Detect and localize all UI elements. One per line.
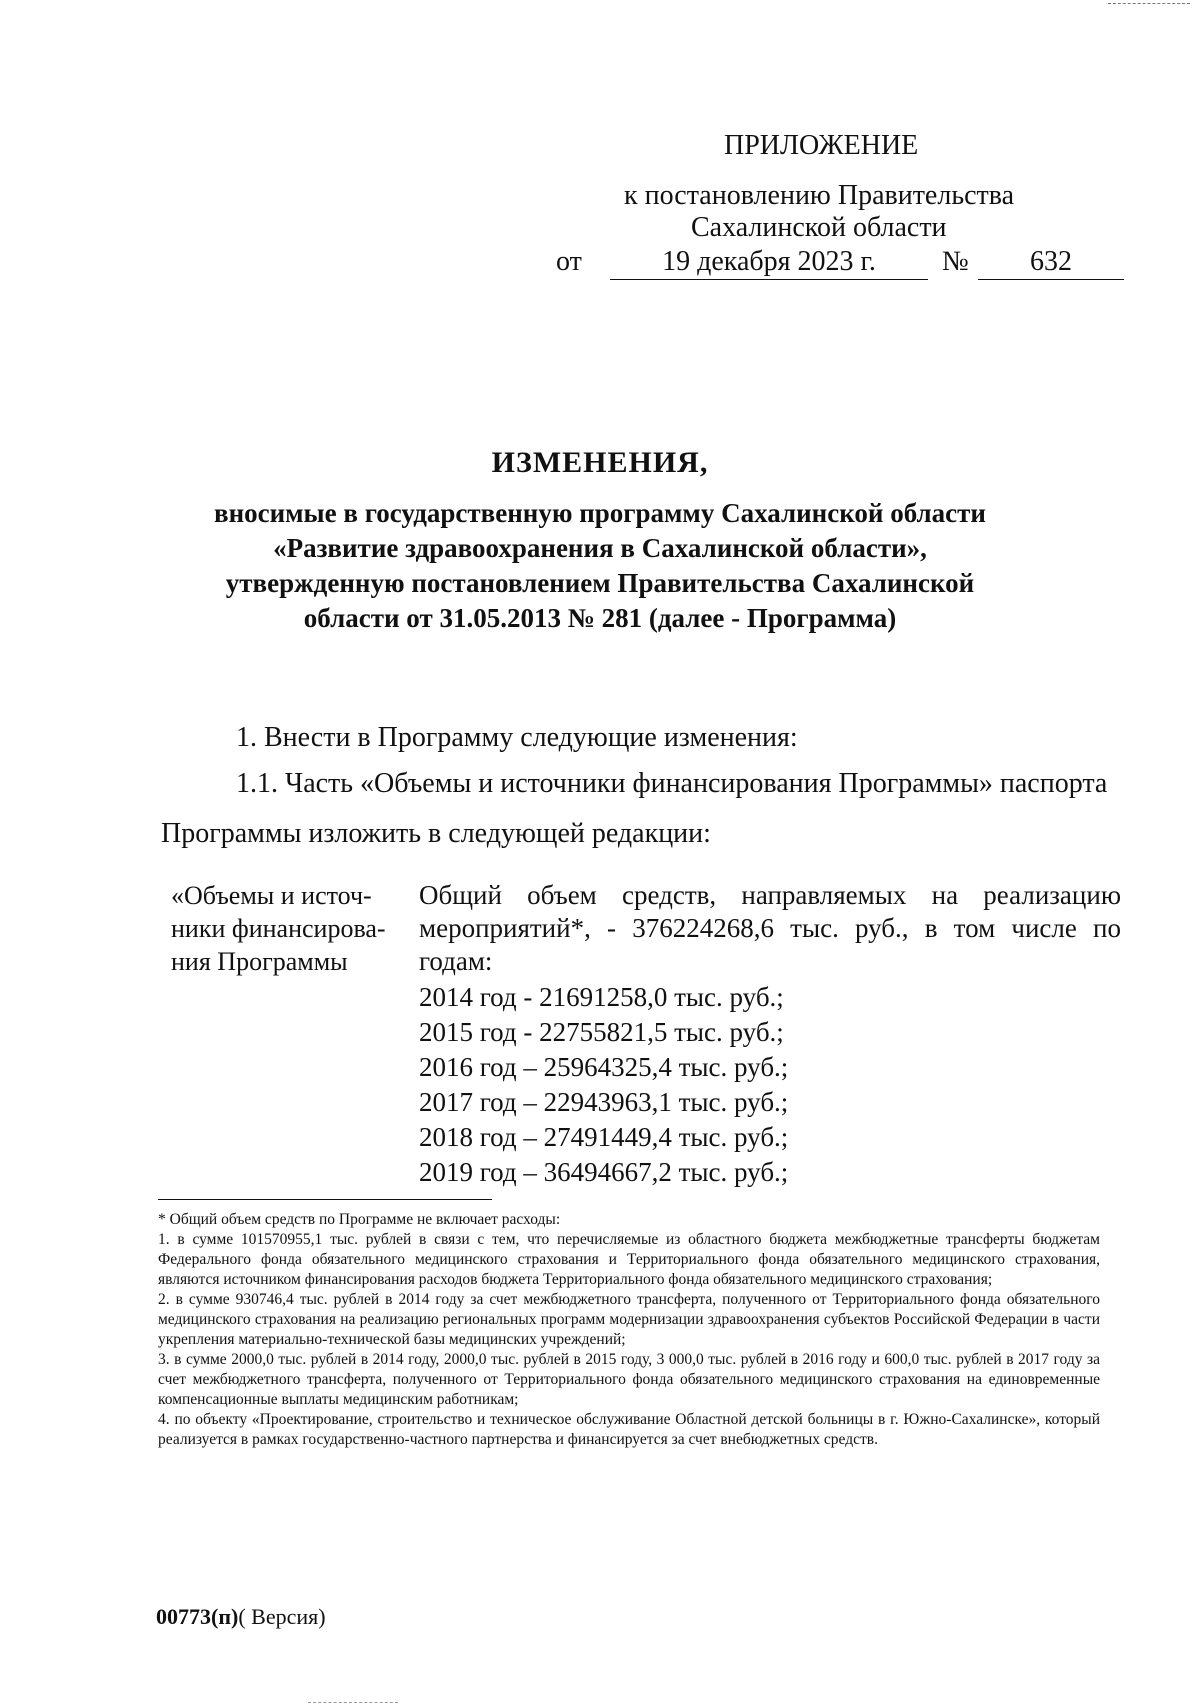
document-title-block — [140, 446, 1060, 636]
resolution-date: 19 декабря 2023 г. — [610, 246, 928, 280]
document-version: ( Версия) — [238, 1604, 326, 1629]
footnote-item: 4. по объекту «Проектирование, строительство и техническое обслуживание Областной детской больницы в г. Южно-Сахалинске», который реализуется в рамках государственно-частного партнерства и финансируется за счет внебюджетных средств. — [158, 1411, 1100, 1448]
funding-table-content — [419, 879, 1121, 1190]
document-subtitle — [140, 496, 1060, 636]
footnote-item: 1. в сумме 101570955,1 тыс. рублей в связи с тем, что перечисляемые из областного бюджета межбюджетные трансферты бюджетам Федерального фонда обязательного медицинского страхования и Территориального фонда обязательного медицинского страхования, являются источником финансирования расходов бюджета Территориального фонда обязательного медицинского страхования; — [158, 1231, 1100, 1288]
funding-year-item: 2017 год – 22943963,1 тыс. руб.; — [419, 1087, 789, 1117]
from-label: от — [556, 246, 582, 277]
appendix-region-line: Сахалинской области — [691, 212, 947, 243]
document-title: ИЗМЕНЕНИЯ, — [491, 446, 709, 479]
body-paragraph-3: Программы изложить в следующей редакции: — [161, 818, 711, 849]
funding-year-item: 2016 год – 25964325,4 тыс. руб.; — [419, 1052, 789, 1082]
footnote-item: 2. в сумме 930746,4 тыс. рублей в 2014 году за счет межбюджетного трансферта, полученного от Территориального фонда обязательного медицинского страхования на реализацию региональных программ модернизации здравоохранения субъектов Российской Федерации в части укрепления материально-технической базы медицинских учреждений; — [158, 1291, 1100, 1348]
appendix-resolution-line: к постановлению Правительства — [624, 180, 1015, 211]
footnote-item: * Общий объем средств по Программе не включает расходы: — [158, 1211, 561, 1228]
funding-year-item: 2014 год - 21691258,0 тыс. руб.; — [419, 982, 784, 1012]
scan-artifact — [308, 1702, 398, 1703]
subtitle-line: «Развитие здравоохранения в Сахалинской области», — [273, 533, 927, 563]
funding-year-item: 2015 год - 22755821,5 тыс. руб.; — [419, 1017, 784, 1047]
label-line: ники финансирова- — [171, 914, 386, 943]
subtitle-line: утвержденную постановлением Правительства Сахалинской — [225, 568, 975, 598]
funding-years-list — [419, 980, 1121, 1190]
label-line: «Объемы и источ- — [171, 881, 372, 910]
funding-intro: Общий объем средств, направляемых на реализацию мероприятий*, - 376224268,6 тыс. руб., в том числе по годам: — [419, 880, 1121, 976]
footnote-item: 3. в сумме 2000,0 тыс. рублей в 2014 году, 2000,0 тыс. рублей в 2015 году, 3 000,0 тыс. рублей в 2016 году и 600,0 тыс. рублей в 2017 году за счет межбюджетного трансферта, полученного от Территориального фонда обязательного медицинского страхования на единовременные компенсационные выплаты медицинским работникам; — [158, 1351, 1100, 1408]
subtitle-line: вносимые в государственную программу Сахалинской области — [213, 498, 986, 528]
resolution-number: 632 — [978, 246, 1124, 280]
funding-year-item: 2018 год – 27491449,4 тыс. руб.; — [419, 1122, 789, 1152]
appendix-title: ПРИЛОЖЕНИЕ — [724, 130, 919, 161]
funding-year-item: 2019 год – 36494667,2 тыс. руб.; — [419, 1157, 789, 1187]
document-code: 00773(п) — [156, 1604, 239, 1629]
subtitle-line: области от 31.05.2013 № 281 (далее - Программа) — [303, 603, 897, 633]
body-paragraph-2: 1.1. Часть «Объемы и источники финансирования Программы» паспорта — [236, 768, 1108, 799]
footnotes — [158, 1210, 1100, 1450]
footnote-divider — [158, 1199, 492, 1200]
document-version-footer — [156, 1604, 326, 1630]
appendix-date-number-line — [556, 246, 1080, 282]
scan-artifact — [1108, 3, 1190, 4]
funding-table-label — [171, 879, 421, 978]
label-line: ния Программы — [171, 947, 348, 976]
body-paragraph-1: 1. Внести в Программу следующие изменения: — [236, 722, 798, 753]
number-label: № — [942, 246, 969, 277]
